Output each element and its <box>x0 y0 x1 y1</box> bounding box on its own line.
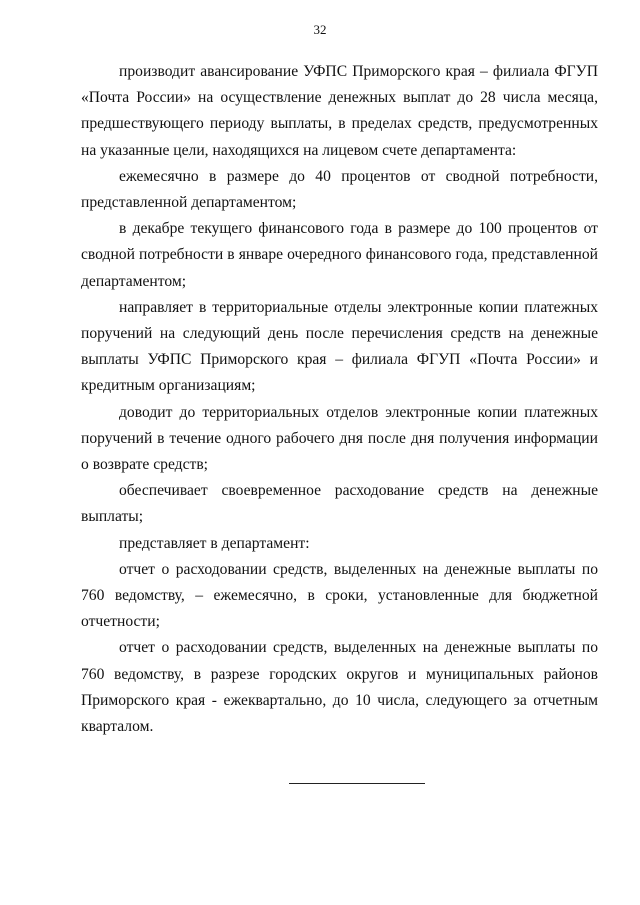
paragraph-quarterly-report: отчет о расходовании средств, выделенных на денежные выплаты по 760 ведомству, в разрезе городских округов и муниципальных районов Приморского края - ежеквартально, до 10 числа, следующего за отчетным кварталом. <box>81 639 598 736</box>
paragraph-advance-payment: производит авансирование УФПС Приморского края – филиала ФГУП «Почта России» на осуществление денежных выплат до 28 числа месяца, предшествующего периоду выплаты, в пределах средств, предусмотренных на указанные цели, находящихся на лицевом счете департамента: <box>81 63 598 159</box>
paragraph-monthly-report: отчет о расходовании средств, выделенных на денежные выплаты по 760 ведомству, – ежемесячно, в сроки, установленные для бюджетной отчетности; <box>81 560 598 631</box>
paragraph-december: в декабре текущего финансового года в размере до 100 процентов от сводной потребности в январе очередного финансового года, представленной департаментом; <box>81 220 598 290</box>
paragraph-submits: представляет в департамент: <box>119 534 310 552</box>
paragraph-monthly: ежемесячно в размере до 40 процентов от сводной потребности, представленной департаментом; <box>81 167 598 212</box>
end-of-document-rule <box>289 783 425 784</box>
document-body <box>81 59 598 740</box>
paragraph-send-copies: направляет в территориальные отделы электронные копии платежных поручений на следующий день после перечисления средств на денежные выплаты УФПС Приморского края – филиала ФГУП «Почта России» и кредитным организациям; <box>81 298 598 395</box>
paragraph-timely-spending: обеспечивает своевременное расходование средств на денежные выплаты; <box>81 482 598 526</box>
page-number: 32 <box>313 22 327 37</box>
paragraph-deliver-copies: доводит до территориальных отделов электронные копии платежных поручений в течение одного рабочего дня после дня получения информации о возврате средств; <box>81 403 598 474</box>
